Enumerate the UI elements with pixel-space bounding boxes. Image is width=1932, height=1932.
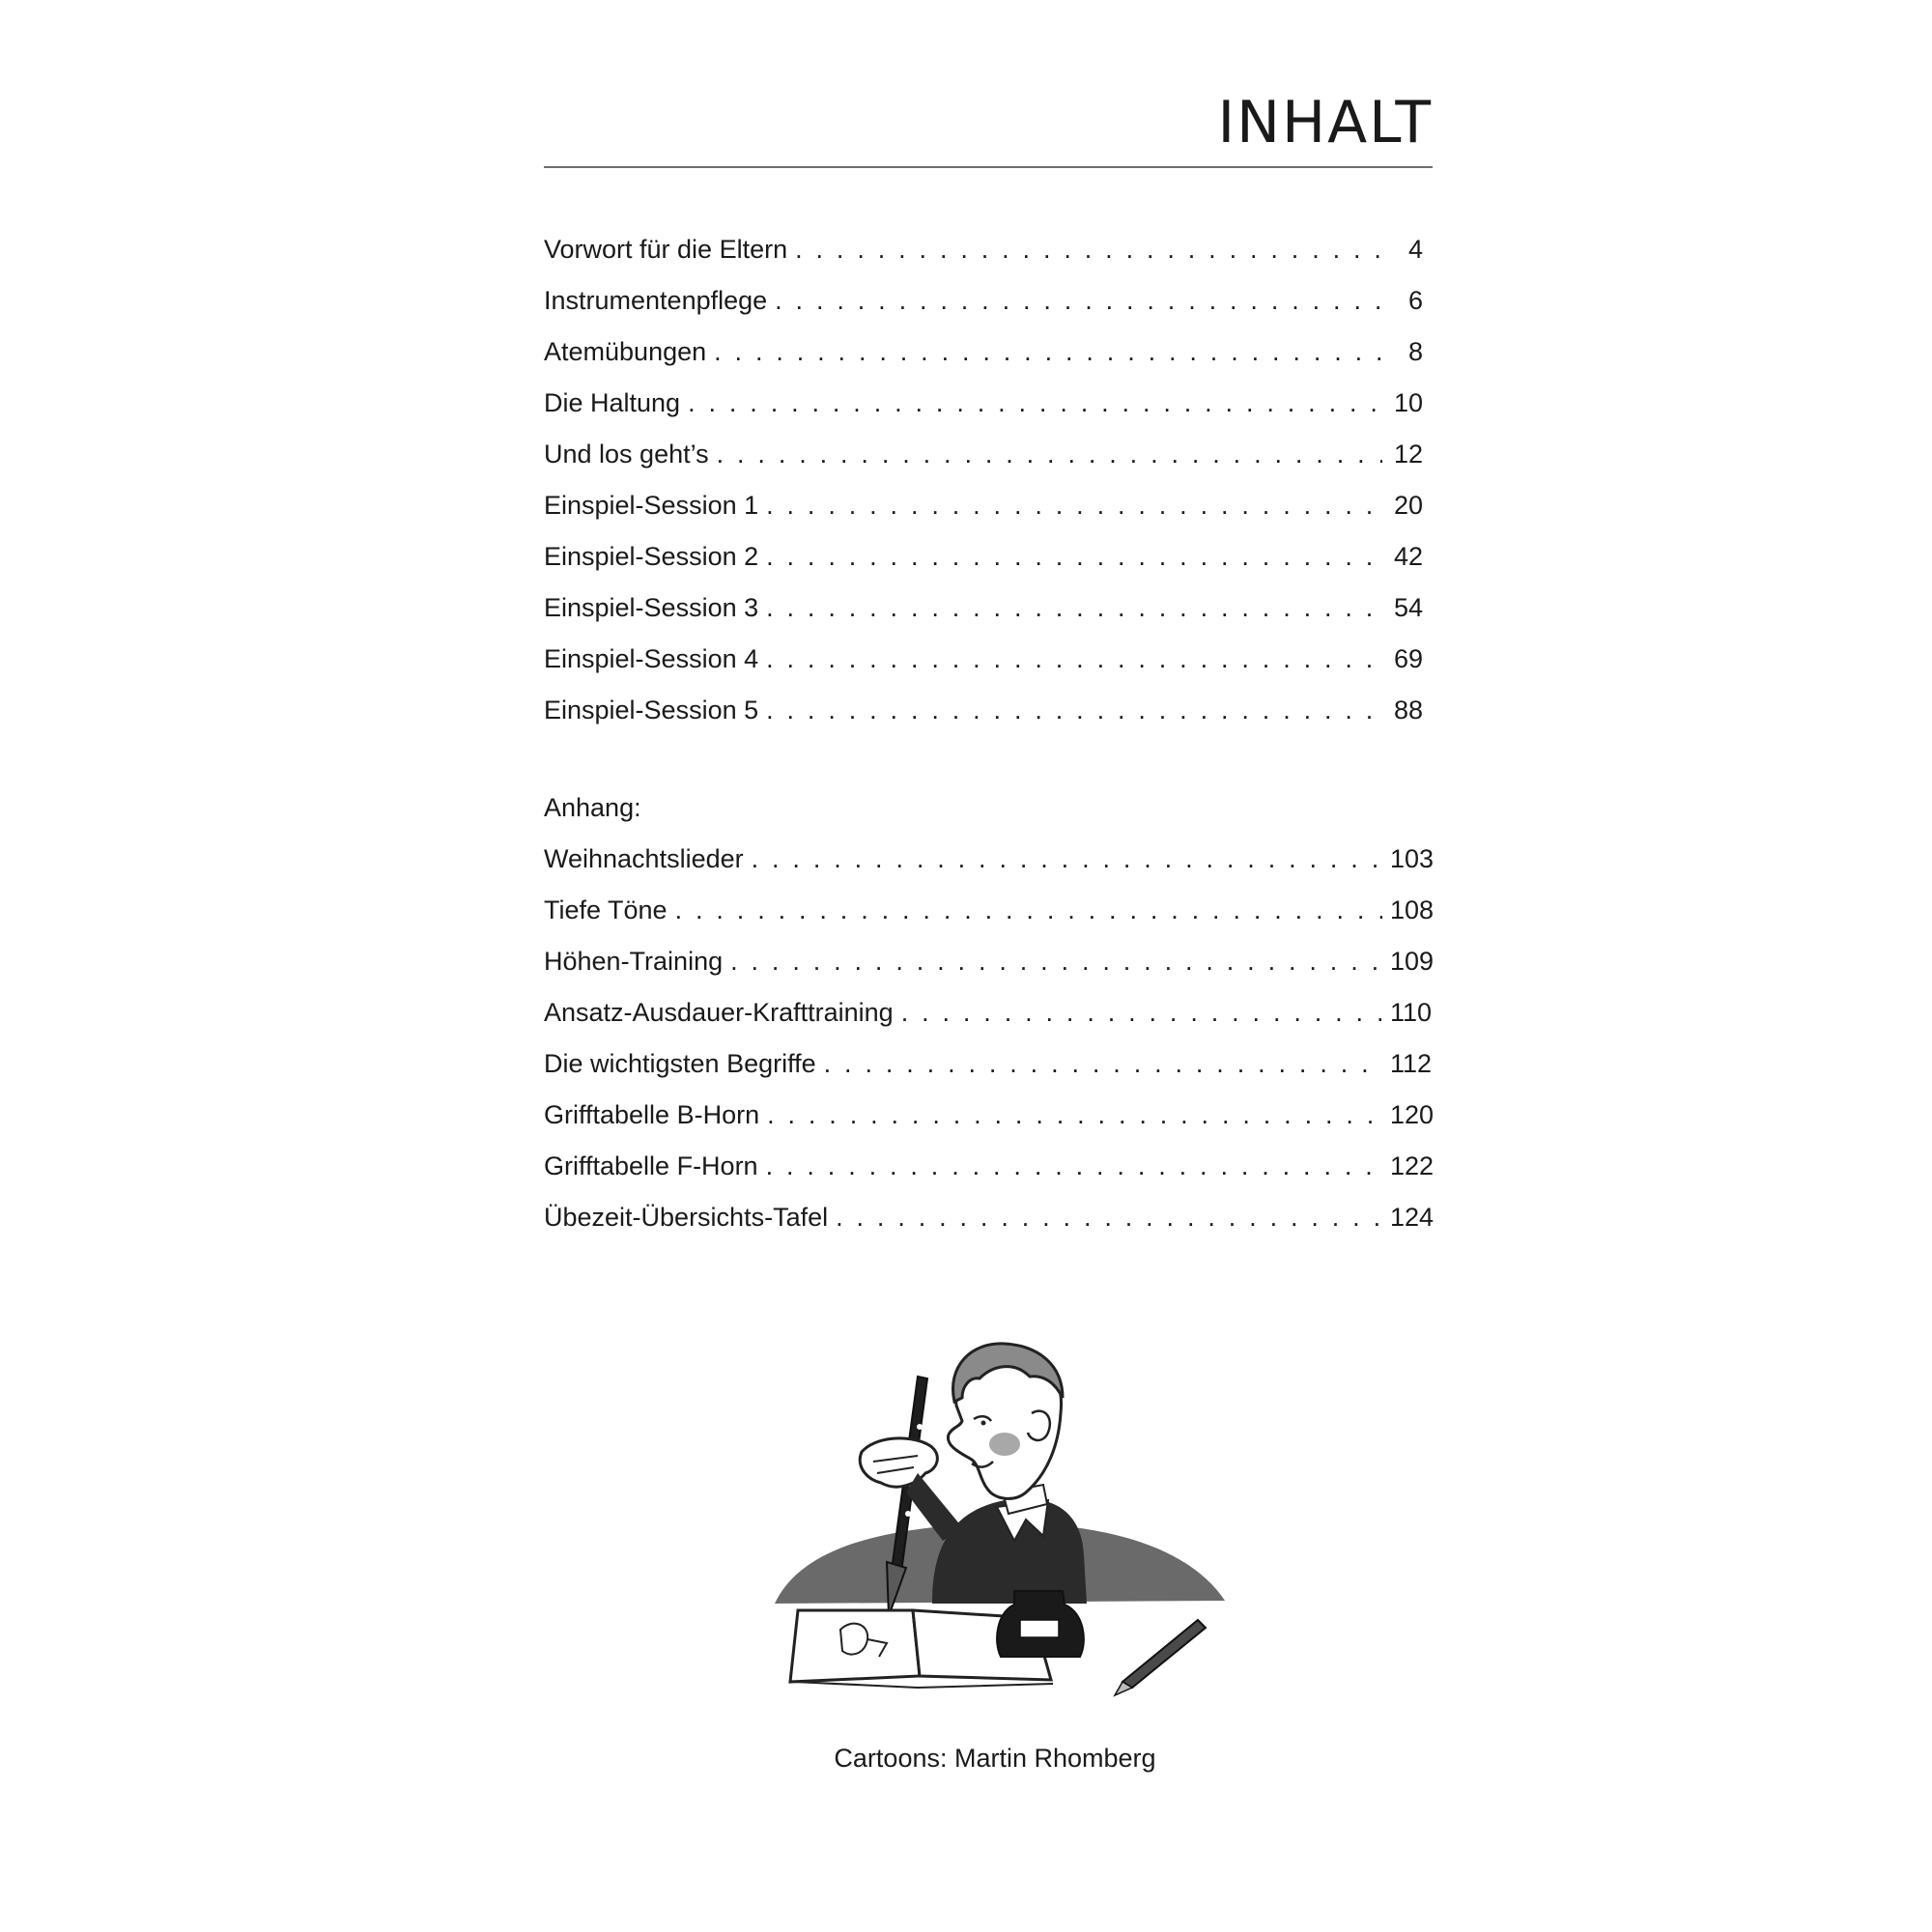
toc-leader-dots [767, 1090, 1382, 1141]
table-of-contents [544, 224, 1423, 736]
toc-entry-label: Grifftabelle F-Horn [544, 1151, 758, 1180]
toc-entry-page: 108 [1390, 895, 1435, 924]
toc-entry[interactable] [544, 582, 1423, 634]
toc-entry-label: Höhen-Training [544, 947, 724, 976]
toc-entry-page: 10 [1393, 388, 1423, 417]
toc-entry[interactable] [544, 1141, 1435, 1192]
toc-entry-page: 69 [1393, 644, 1423, 673]
appendix-heading: Anhang: [544, 793, 641, 822]
toc-entry[interactable] [544, 1192, 1435, 1243]
toc-entry-label: Einspiel-Session 3 [544, 593, 759, 622]
toc-entry-label: Die wichtigsten Begriffe [544, 1049, 816, 1078]
toc-entry-page: 42 [1393, 542, 1423, 571]
toc-entry[interactable] [544, 834, 1435, 885]
toc-leader-dots [836, 1192, 1382, 1243]
toc-leader-dots [730, 936, 1382, 987]
toc-entry-label: Ansatz-Ausdauer-Krafttraining [544, 998, 894, 1027]
toc-leader-dots [766, 685, 1382, 736]
page-title: INHALT [1217, 89, 1433, 156]
toc-entry-page: 120 [1390, 1100, 1435, 1129]
toc-entry[interactable] [544, 634, 1423, 685]
toc-leader-dots [766, 480, 1382, 531]
toc-entry[interactable] [544, 327, 1423, 378]
toc-entry-label: Weihnachtslieder [544, 844, 744, 873]
toc-leader-dots [766, 1141, 1382, 1192]
toc-entry[interactable] [544, 1038, 1433, 1090]
toc-leader-dots [714, 327, 1382, 378]
toc-entry[interactable] [544, 429, 1423, 480]
toc-leader-dots [901, 987, 1382, 1038]
toc-entry-page: 124 [1390, 1203, 1435, 1232]
toc-entry[interactable] [544, 275, 1423, 327]
toc-entry-label: Einspiel-Session 4 [544, 644, 759, 673]
toc-entry-label: Übezeit-Übersichts-Tafel [544, 1203, 829, 1232]
toc-leader-dots [688, 378, 1382, 429]
toc-entry-label: Die Haltung [544, 388, 681, 417]
toc-entry-page: 12 [1393, 440, 1423, 469]
toc-leader-dots [766, 634, 1382, 685]
toc-entry[interactable] [544, 685, 1423, 736]
cartoon-pencil [1122, 1620, 1206, 1688]
toc-leader-dots [766, 582, 1382, 634]
toc-entry-page: 54 [1393, 593, 1423, 622]
toc-entry[interactable] [544, 480, 1423, 531]
toc-leader-dots [766, 531, 1382, 582]
toc-entry-label: Einspiel-Session 1 [544, 491, 759, 520]
cartoon-hand [860, 1438, 937, 1487]
toc-entry-page: 6 [1407, 286, 1423, 315]
appendix-contents [544, 782, 1435, 1243]
toc-entry-page: 109 [1390, 947, 1435, 976]
toc-entry[interactable] [544, 224, 1423, 275]
toc-entry-page: 20 [1393, 491, 1423, 520]
toc-entry[interactable] [544, 936, 1435, 987]
toc-entry-label: Einspiel-Session 2 [544, 542, 759, 571]
illustration-credit: Cartoons: Martin Rhomberg [834, 1744, 1156, 1773]
toc-entry-page: 8 [1407, 337, 1423, 366]
toc-entry-label: Tiefe Töne [544, 895, 668, 924]
toc-entry-page: 112 [1390, 1049, 1433, 1078]
toc-entry[interactable] [544, 531, 1423, 582]
cartoon-illustration [773, 1338, 1227, 1715]
toc-entry-page: 88 [1393, 696, 1423, 724]
toc-entry-label: Einspiel-Session 5 [544, 696, 759, 724]
title-divider [544, 166, 1433, 168]
toc-entry-page: 122 [1390, 1151, 1435, 1180]
toc-entry-label: Und los geht’s [544, 440, 709, 469]
toc-entry-label: Vorwort für die Eltern [544, 235, 788, 264]
toc-entry[interactable] [544, 378, 1423, 429]
toc-entry-label: Instrumentenpflege [544, 286, 768, 315]
toc-entry-page: 110 [1390, 998, 1433, 1027]
toc-leader-dots [752, 834, 1382, 885]
toc-leader-dots [795, 224, 1382, 275]
toc-leader-dots [717, 429, 1382, 480]
toc-entry[interactable] [544, 1090, 1435, 1141]
toc-entry-label: Grifftabelle B-Horn [544, 1100, 760, 1129]
toc-leader-dots [824, 1038, 1382, 1090]
toc-entry-page: 4 [1407, 235, 1423, 264]
toc-leader-dots [775, 275, 1382, 327]
cartoon-book [790, 1610, 920, 1682]
toc-entry[interactable] [544, 885, 1435, 936]
toc-leader-dots [675, 885, 1382, 936]
toc-entry-page: 103 [1390, 844, 1435, 873]
toc-entry[interactable] [544, 987, 1433, 1038]
toc-entry-label: Atemübungen [544, 337, 707, 366]
